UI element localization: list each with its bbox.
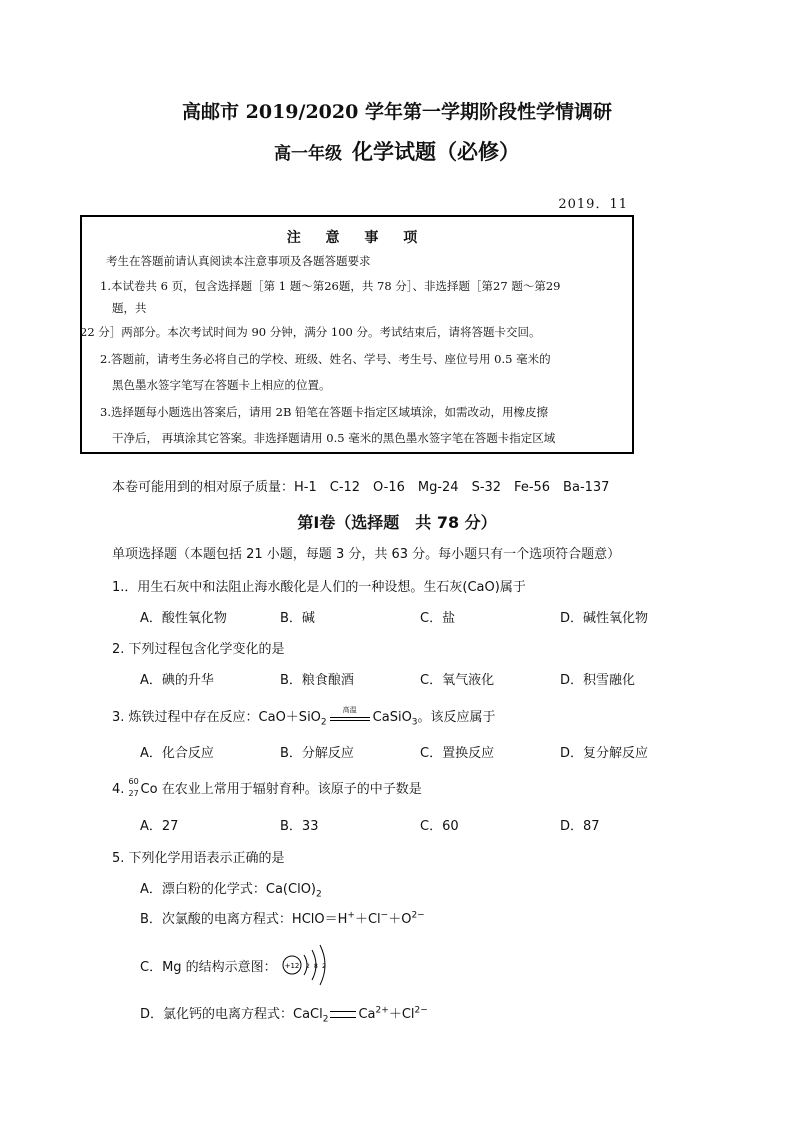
q5-b-text: B．次氯酸的电离方程式：HClO＝H [140, 912, 348, 927]
q5-a-sub: 2 [316, 889, 322, 900]
notice-item-2b: 黑色墨水签字笔写在答题卡上相应的位置。 [112, 378, 331, 392]
q2-option-b: B．粮食酿酒 [280, 673, 354, 688]
shell-1-electrons: 2 [306, 963, 310, 970]
q5-d-ca: Ca [358, 1007, 376, 1022]
q3-product: CaSiO [372, 710, 412, 725]
q4-stem-post: 在农业上常用于辐射育种。该原子的中子数是 [157, 782, 422, 797]
q2-stem: 2. 下列过程包含化学变化的是 [112, 642, 285, 657]
q4-number: 4. [112, 782, 125, 797]
q5-a-text: A．漂白粉的化学式：Ca(ClO) [140, 882, 317, 897]
exam-title: 高邮市 2019/2020 学年第一学期阶段性学情调研 [182, 101, 612, 123]
q3-option-b: B．分解反应 [280, 746, 354, 761]
notice-intro: 考生在答题前请认真阅读本注意事项及各题答题要求 [106, 254, 371, 268]
section-title: 第Ⅰ卷（选择题 共 78 分） [297, 513, 497, 532]
q3-option-a: A．化合反应 [140, 746, 214, 761]
q1-stem: 1.．用生石灰中和法阻止海水酸化是人们的一种设想。生石灰(CaO)属于 [112, 580, 526, 595]
exam-subtitle [0, 136, 794, 166]
q3-stem-post: 。该反应属于 [417, 710, 496, 725]
atomic-masses: 本卷可能用到的相对原子质量：H-1 C-12 O-16 Mg-24 S-32 Fe-56 Ba-137 [112, 480, 610, 495]
notice-item-1b: 题，共 [112, 301, 147, 315]
q5-b-sup2: − [380, 910, 389, 921]
q3-sub2: 2 [320, 717, 327, 728]
exam-date: 2019．11 [558, 197, 628, 212]
q4-stem [112, 778, 422, 799]
q4-atomic-number: 27 [128, 789, 139, 798]
q3-reaction-arrow [330, 705, 370, 725]
notice-item-3a: 3.选择题每小题选出答案后，请用 2B 铅笔在答题卡指定区域填涂，如需改动，用橡皮擦 [100, 405, 549, 419]
q3-condition: 高温 [342, 705, 357, 714]
nucleus-charge: +12 [284, 962, 300, 970]
notice-item-3b: 干净后， 再填涂其它答案。非选择题请用 0.5 毫米的黑色墨水签字笔在答题卡指定区域 [112, 431, 556, 445]
q4-option-a: A．27 [140, 819, 179, 834]
q3-sub3: 3 [411, 717, 418, 728]
q5-d-sub: 2 [322, 1014, 329, 1025]
q3-stem [112, 706, 496, 728]
q5-c-text: C．Mg 的结构示意图： [140, 960, 277, 975]
q2-option-a: A．碘的升华 [140, 673, 214, 688]
q4-option-d: D．87 [560, 819, 600, 834]
grade-label: 高一年级 [274, 144, 342, 164]
q3-option-c: C．置换反应 [420, 746, 495, 761]
mg-structure-diagram [280, 943, 336, 987]
q5-d-text: D．氯化钙的电离方程式：CaCl [140, 1007, 323, 1022]
q2-option-c: C．氧气液化 [420, 673, 495, 688]
q2-option-d: D．积雪融化 [560, 673, 636, 688]
q5-option-b [140, 908, 425, 927]
q5-d-sup2: 2− [414, 1005, 428, 1016]
q5-option-a [140, 878, 322, 900]
shell-2-electrons: 8 [314, 963, 318, 970]
q4-symbol: Co [140, 782, 158, 797]
q4-isotope [129, 779, 141, 799]
q5-d-equals [330, 1011, 356, 1018]
notice-item-1a: 1.本试卷共 6 页，包含选择题［第 1 题～第26题，共 78 分］、非选择题［第27 题～第29 [100, 279, 561, 293]
shell-3-electrons: 2 [322, 963, 326, 970]
q5-option-d [140, 1003, 428, 1025]
q5-stem: 5. 下列化学用语表示正确的是 [112, 851, 285, 866]
notice-item-1c: 22 分］两部分。本次考试时间为 90 分钟，满分 100 分。考试结束后，请将答题卡交回。 [80, 325, 541, 339]
q4-option-c: C．60 [420, 819, 459, 834]
q5-b-mid1: ＋Cl [354, 912, 381, 927]
notice-title: 注 意 事 项 [286, 230, 428, 246]
q1-option-c: C．盐 [420, 611, 456, 626]
q5-b-sup1: + [347, 910, 355, 921]
notice-item-2a: 2.答题前，请考生务必将自己的学校、班级、姓名、学号、考生号、座位号用 0.5 毫米的 [100, 352, 551, 366]
q5-b-mid2: ＋O [388, 912, 412, 927]
q4-mass-number: 60 [128, 777, 139, 786]
q5-d-sup1: 2+ [375, 1005, 389, 1016]
q1-option-b: B．碱 [280, 611, 315, 626]
q5-option-c [140, 956, 277, 975]
q5-d-mid: ＋Cl [388, 1007, 415, 1022]
q3-stem-pre: 3. 炼铁过程中存在反应：CaO＋SiO [112, 710, 321, 725]
q1-option-d: D．碱性氧化物 [560, 611, 649, 626]
notice-box [80, 215, 634, 454]
q1-option-a: A．酸性氧化物 [140, 611, 227, 626]
subject-label: 化学试题（必修） [352, 139, 520, 164]
q4-option-b: B．33 [280, 819, 319, 834]
q5-b-sup3: 2− [411, 910, 425, 921]
section-instruction: 单项选择题（本题包括 21 小题，每题 3 分，共 63 分。每小题只有一个选项符合题意） [112, 547, 621, 562]
q3-option-d: D．复分解反应 [560, 746, 649, 761]
